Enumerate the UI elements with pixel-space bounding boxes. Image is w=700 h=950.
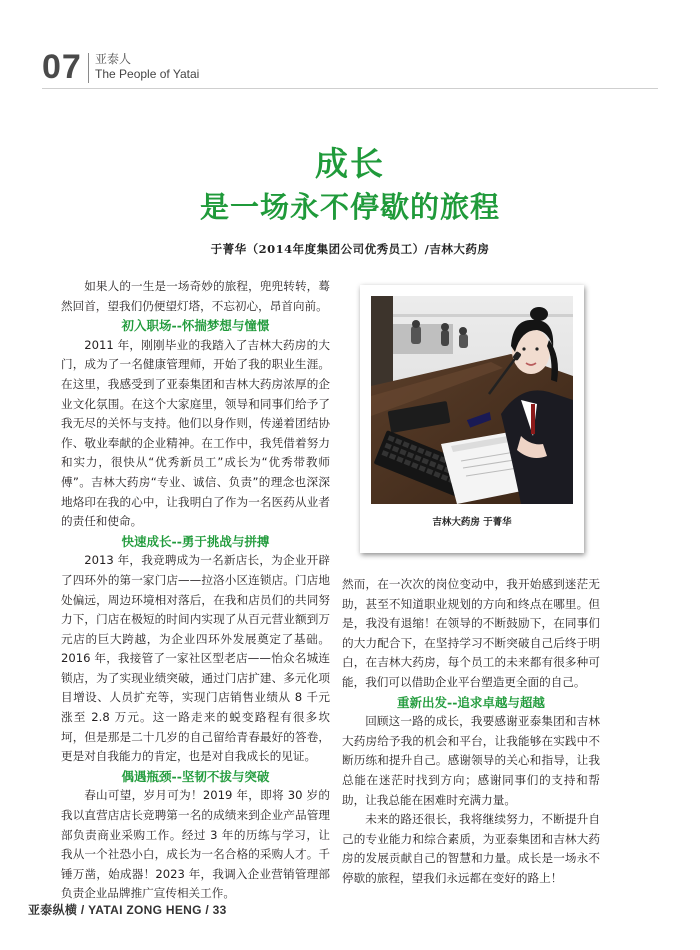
author-byline: 于菁华（2014年度集团公司优秀员工）/吉林大药房 [210,242,490,256]
intro-paragraph: 如果人的一生是一场奇妙的旅程，兜兜转转，蓦然回首，望我们仍便望灯塔，不忘初心，昂首向前。 [61,279,330,313]
header-divider [88,53,89,83]
section-title-cn: 亚泰人 [95,52,132,66]
photo-caption: 吉林大药房 于菁华 [432,517,512,528]
article-title-line2: 是一场永不停歇的旅程 [199,190,500,224]
author-photo [371,296,573,504]
subheading-bottleneck: 偶遇瓶颈--坚韧不拔与突破 [121,768,270,784]
subheading-rapid-growth: 快速成长--勇于挑战与拼搏 [121,533,270,549]
article-title-line1: 成长 [315,144,385,183]
photo-frame [360,285,584,553]
section-number: 07 [42,48,82,86]
paragraph-bottleneck-cont: 然而，在一次次的岗位变动中，我开始感到迷茫无助，甚至不知道职业规划的方向和终点在哪里。但是，我没有退缩！在领导的不断鼓励下，在同事们的大力配合下，在坚持学习不断突破自己后终于明白，在吉林大药房，每个员工的未来都有很多种可能，我们可以借助企业平台塑造更全面的自己。 [342,577,600,689]
paragraph-future: 未来的路还很长，我将继续努力，不断提升自己的专业能力和综合素质，为亚泰集团和吉林大药房的发展贡献自己的智慧和力量。成长是一场永不停歇的旅程，望我们永远都在变好的路上！ [342,812,600,885]
subheading-restart: 重新出发--追求卓越与超越 [397,694,545,710]
header-rule [42,88,658,89]
article-column-right [342,575,600,889]
author-photo-illustration [371,296,573,504]
paragraph-rapid-growth: 2013 年，我竞聘成为一名新店长，为企业开辟了四环外的第一家门店——拉洛小区连锁店。门店地处偏远，周边环境相对落后，在我和店员们的共同努力下，门店在极短的时间内实现了从百元营业额到万元店的巨大跨越，为企业四环外发展奠定了基础。2016 年，我接管了一家社区型老店——怡众名城连锁店，为了实现业绩突破，通过门店扩建、多元化项目增设、人员扩充等，实现门店销售业绩从 8 千元涨至 2.8 万元。这一路走来的蜕变路程有很多坎坷，但是那是二十几岁的自己留给青春最好的答卷，更是对自我能力的肯定，也是对自我成长的见证。 [61,553,330,764]
section-title-en: The People of Yatai [95,67,200,81]
paragraph-bottleneck: 春山可望，岁月可为！2019 年，即将 30 岁的我以直营店店长竞聘第一名的成绩来到企业产品管理部负责商业采购工作。经过 3 年的历练与学习，让我从一个社恐小白，成长为一名合格的采购人才。千锤万凿，始成器！2023 年，我调入企业营销管理部负责企业品牌推广宣传相关工作。 [61,788,330,901]
subheading-first-job: 初入职场--怀揣梦想与憧憬 [121,318,270,334]
page-footer: 亚泰纵横 / YATAI ZONG HENG / 33 [28,903,227,917]
paragraph-first-job: 2011 年，刚刚毕业的我踏入了吉林大药房的大门，成为了一名健康管理师，开始了我的职业生涯。在这里，我感受到了亚泰集团和吉林大药房浓厚的企业文化氛围。在这个大家庭里，领导和同事们给予了我无尽的关怀与支持。他们以身作则，传递着团结协作、敬业奉献的企业精神。在工作中，我凭借着努力和实力，很快从“优秀新员工”成长为“优秀带教师傅”。吉林大药房“专业、诚信、负责”的理念也深深地烙印在我的心中，让我明白了作为一名医药从业者的责任和使命。 [61,337,330,529]
article-column-left [61,277,330,904]
paragraph-gratitude: 回顾这一路的成长，我要感谢亚泰集团和吉林大药房给予我的机会和平台，让我能够在实践中不断历练和提升自己。感谢领导的关心和指导，让我总能在迷茫时找到方向；感谢同事们的支持和帮助，让我总能在困难时充满力量。 [342,714,600,807]
